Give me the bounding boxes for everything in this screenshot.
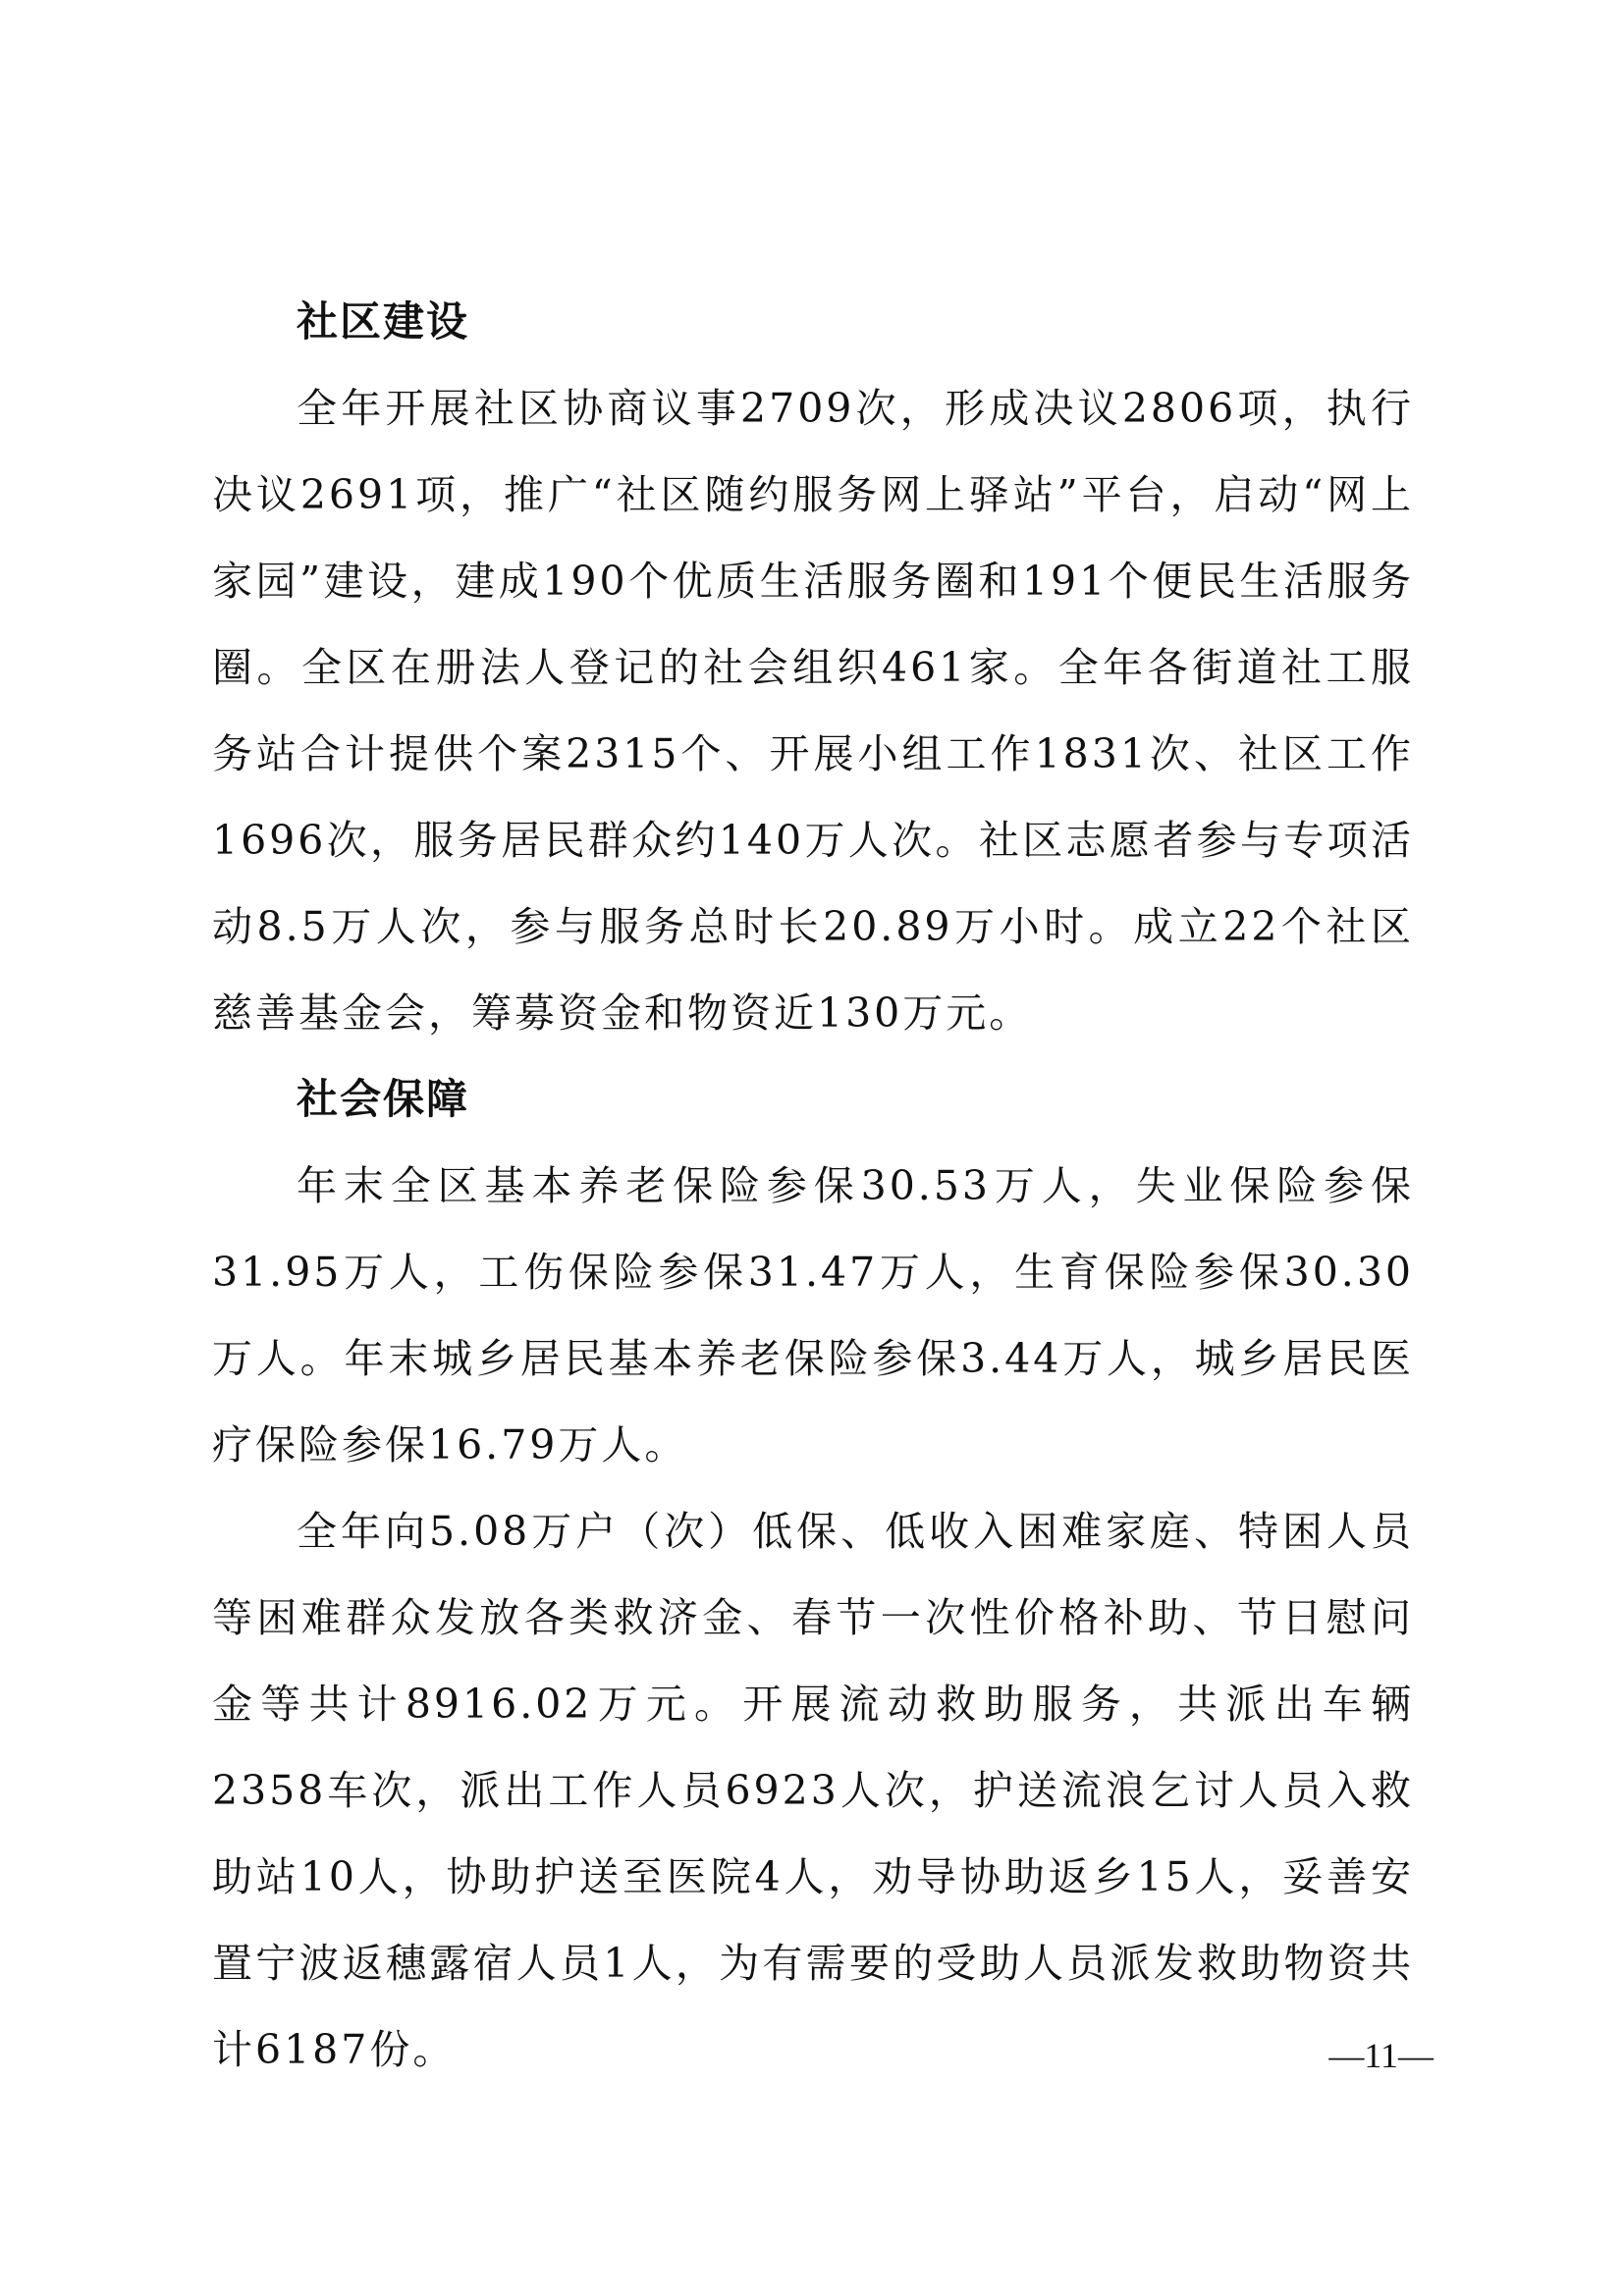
section-heading: 社区建设 xyxy=(297,297,470,346)
paragraph: 全年开展社区协商议事2709次，形成决议2806项，执行决议2691项，推广“社区随约服务网上驿站”平台，启动“网上家园”建设，建成190个优质生活服务圈和191个便民生活服务圈。全区在册法人登记的社会组织461家。全年各街道社工服务站合计提供个案2315个、开展小组工作1831次、社区工作1696次，服务居民群众约140万人次。社区志愿者参与专项活动8.5万人次，参与服务总时长20.89万小时。成立22个社区慈善基金会，筹募资金和物资近130万元。 xyxy=(212,385,1414,1037)
paragraph: 年末全区基本养老保险参保30.53万人，失业保险参保31.95万人，工伤保险参保31.47万人，生育保险参保30.30万人。年末城乡居民基本养老保险参保3.44万人，城乡居民医疗保险参保16.79万人。 xyxy=(212,1162,1414,1468)
section-heading: 社会保障 xyxy=(297,1075,470,1123)
section-community-building xyxy=(212,279,1414,1056)
document-body xyxy=(212,279,1414,2093)
paragraph: 全年向5.08万户（次）低保、低收入困难家庭、特困人员等困难群众发放各类救济金、春节一次性价格补助、节日慰问金等共计8916.02万元。开展流动救助服务，共派出车辆2358车次，派出工作人员6923人次，护送流浪乞讨人员入救助站10人，协助护送至医院4人，劝导协助返乡15人，妥善安置宁波返穗露宿人员1人，为有需要的受助人员派发救助物资共计6187份。 xyxy=(212,1508,1414,2073)
page-number: —11— xyxy=(1328,2036,1434,2075)
section-social-security xyxy=(212,1056,1414,2093)
